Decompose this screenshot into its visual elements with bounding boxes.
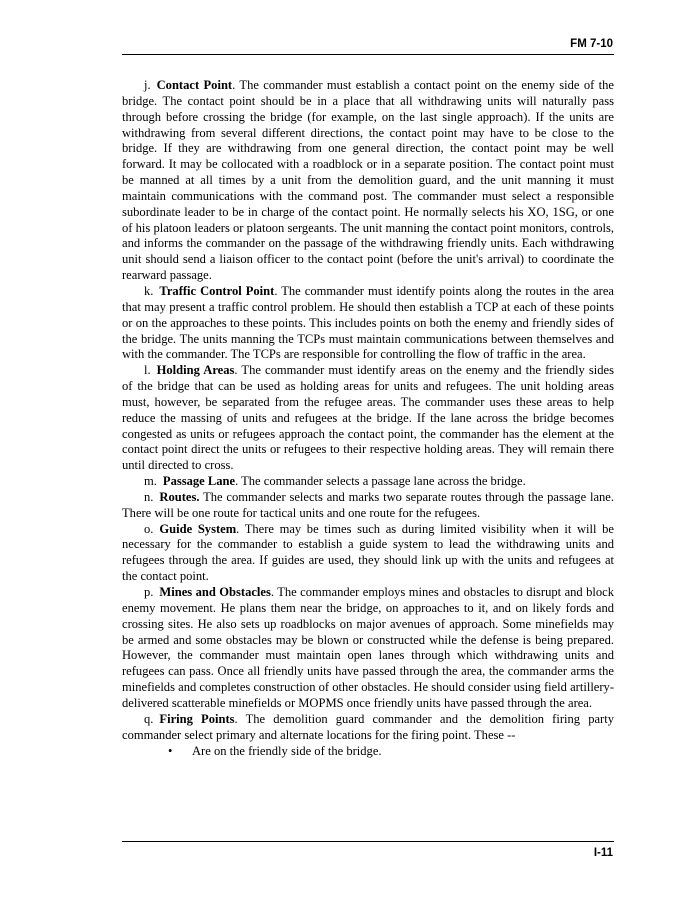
paragraph-text: There may be times such as during limited visibility when it will be necessary for the commander to establish a guide system to lead the withdrawing units and refugees through the area. If guides are used, they should link up with the units and refugees at the contact point. [122, 521, 614, 584]
paragraph-letter: n. [144, 489, 154, 504]
paragraph-text: The commander selects a passage lane across the bridge. [238, 474, 526, 489]
paragraph-title-punct: . [235, 474, 239, 489]
paragraph-title: Contact Point [156, 78, 233, 92]
page-number: I-11 [593, 847, 613, 859]
bullet-icon: • [168, 744, 173, 759]
paragraph-text: The commander must establish a contact point on the enemy side of the bridge. The contact point should be in a place that all withdrawing units will naturally pass through before crossing the bridge (for example, on the last single approach). If the units are withdrawing from several different directions, the contact point may have to be close to the bridge. If they are withdrawing from one general direction, the contact point may be well forward. It may be collocated with a roadblock or in a separate position. The contact point must be manned at all times by a unit from the demolition guard, and the unit manning it must maintain communications with the command post. The commander must select a responsible subordinate leader to be in charge of the contact point. He normally selects his XO, 1SG, or one of his platoon leaders or platoon sergeants. The unit manning the contact point monitors, controls, and informs the commander on the passage of the withdrawing friendly units. Each withdrawing unit should send a liaison officer to the contact point (before the unit's arrival) to coordinate the rearward passage. [122, 78, 614, 283]
paragraph-holding-areas [122, 363, 614, 474]
list-item [122, 744, 614, 760]
paragraph-mines-and-obstacles [122, 585, 614, 712]
paragraph-routes [122, 490, 614, 522]
paragraph-text: The demolition guard commander and the demolition firing party commander select primary and alternate locations for the firing point. These -- [122, 711, 614, 742]
paragraph-letter: j. [144, 78, 151, 92]
paragraph-title: Passage Lane [162, 474, 236, 489]
paragraph-title: Mines and Obstacles [159, 585, 271, 599]
paragraph-letter: p. [144, 585, 154, 599]
paragraph-title-punct: . [234, 711, 238, 726]
paragraph-title: Guide System [159, 521, 237, 536]
paragraph-title: Routes. [159, 489, 200, 504]
paragraph-title-punct: . [270, 585, 274, 599]
paragraph-letter: m. [144, 474, 157, 489]
paragraph-text: The commander employs mines and obstacles to disrupt and block enemy movement. He plans them near the bridge, on approaches to it, and on likely fords and crossing sites. He also sets up roadblocks on major avenues of approach. Some minefields may be armed and some obstacles may be blown or constructed while the defense is being prepared. However, the commander must maintain open lanes through which withdrawing units and refugees can pass. Once all friendly units have passed through the area, the commander arms the minefields and completes construction of other obstacles. He should consider using field artillery-delivered scatterable minefields or MOPMS once friendly units have passed through the area. [122, 585, 614, 710]
paragraph-title: Traffic Control Point [159, 283, 275, 298]
paragraph-title-punct: . [236, 521, 240, 536]
paragraph-title-punct: . [232, 78, 236, 92]
paragraph-letter: k. [144, 283, 154, 298]
paragraph-title: Firing Points [159, 711, 235, 726]
paragraph-letter: q. [144, 711, 154, 726]
paragraph-text: The commander selects and marks two separate routes through the passage lane. There will be one route for tactical units and one route for the refugees. [122, 489, 614, 520]
page-body [122, 78, 614, 760]
manual-id: FM 7-10 [570, 38, 613, 50]
paragraph-letter: o. [144, 521, 154, 536]
paragraph-text: The commander must identify areas on the enemy and the friendly sides of the bridge that can be used as holding areas for units and refugees. The unit holding areas must, however, be separated from the refugee areas. The commander uses these areas to help reduce the massing of units and refugees at the bridge. If the lane across the bridge becomes congested as units or refugees approach the contact point, the commander has the element at the contact point direct the units or refugees to their respective holding areas. They will remain there until directed to cross. [122, 363, 614, 473]
paragraph-letter: l. [144, 363, 151, 378]
paragraph-contact-point [122, 78, 614, 284]
paragraph-guide-system [122, 522, 614, 585]
list-item-text: Are on the friendly side of the bridge. [192, 744, 382, 759]
paragraph-firing-points [122, 712, 614, 744]
paragraph-title-punct: . [234, 363, 238, 378]
footer-rule [122, 841, 614, 842]
paragraph-traffic-control-point [122, 284, 614, 363]
header-rule [122, 54, 614, 55]
firing-point-criteria-list [122, 744, 614, 760]
paragraph-passage-lane [122, 474, 614, 490]
paragraph-title: Holding Areas [156, 363, 235, 378]
paragraph-text: The commander must identify points along the routes in the area that may present a traffic control problem. He should then establish a TCP at each of these points or on the approaches to these points. This includes points on both the enemy and friendly sides of the bridge. The units manning the TCPs must maintain communications between themselves and with the commander. The TCPs are responsible for controlling the flow of traffic in the area. [122, 283, 614, 362]
paragraph-title-punct: . [274, 283, 278, 298]
